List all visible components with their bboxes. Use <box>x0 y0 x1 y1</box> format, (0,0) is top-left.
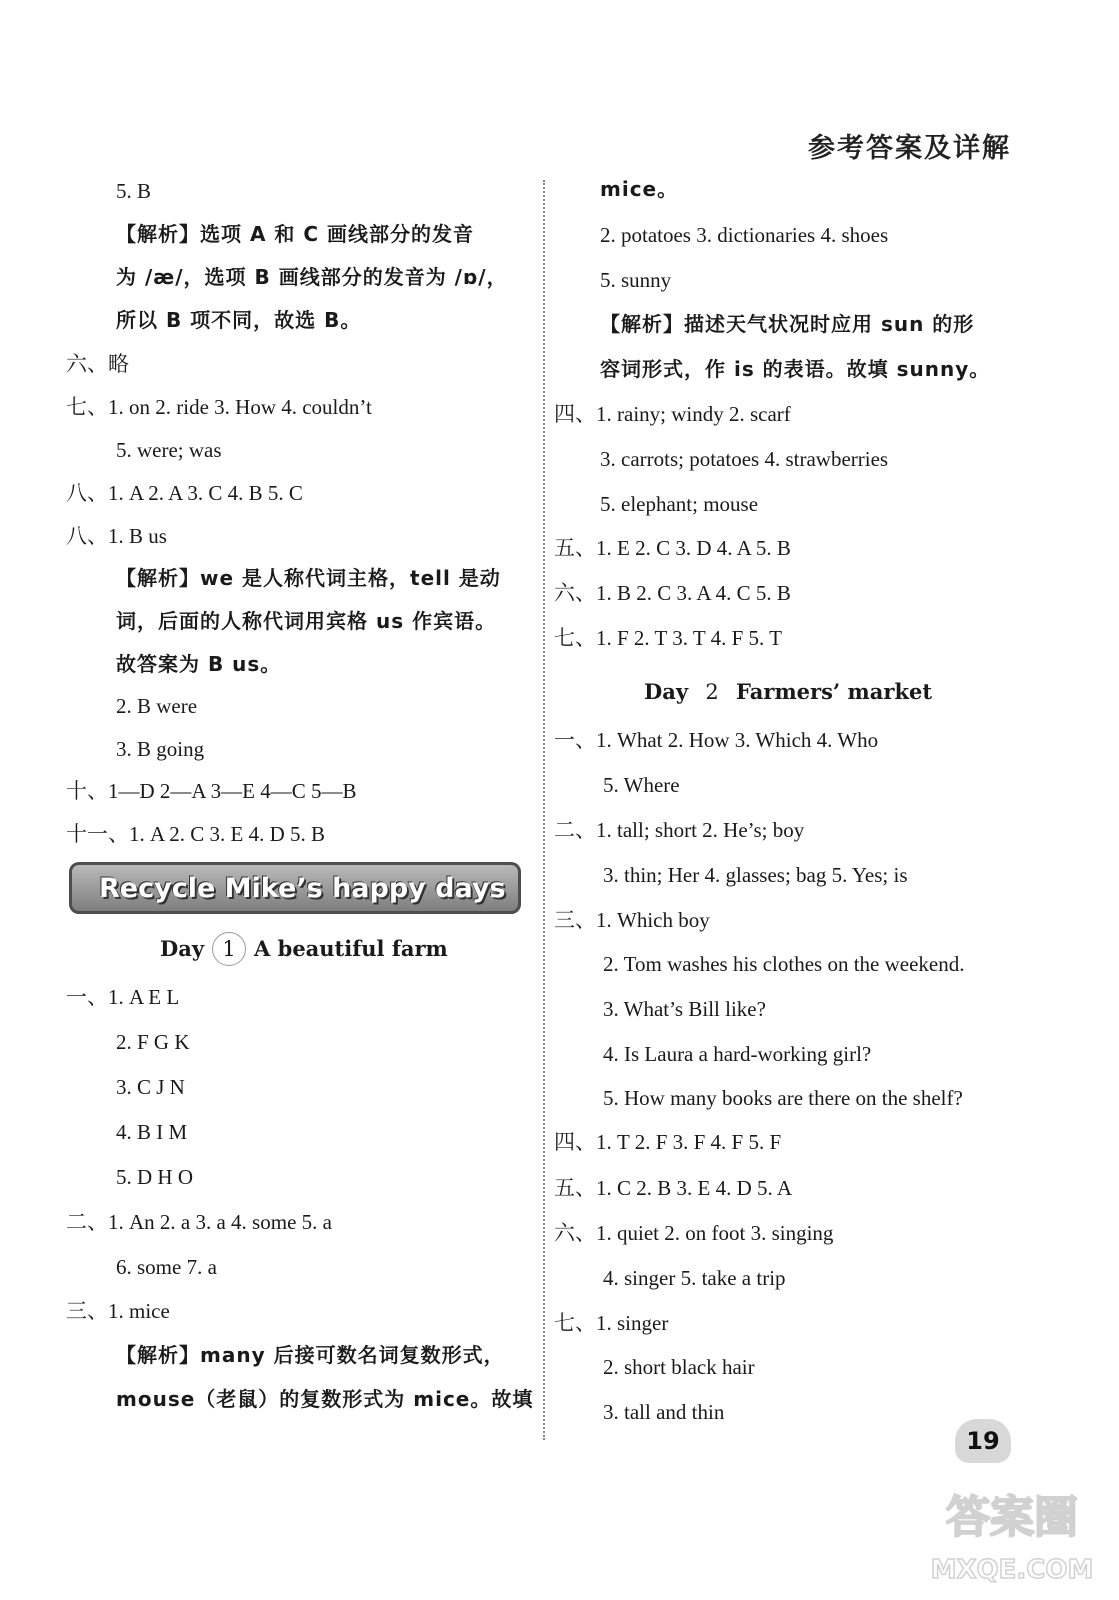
page-number: 19 <box>955 1419 1011 1463</box>
answer-line: 5. B <box>116 179 152 203</box>
answer-line: 4. B I M <box>116 1120 188 1144</box>
answer-line: 6. some 7. a <box>116 1255 217 1279</box>
day-number-badge: 2 <box>705 680 719 704</box>
explanation-line: mice。 <box>600 177 679 201</box>
answer-line: 六、1. B 2. C 3. A 4. C 5. B <box>554 581 791 605</box>
answer-line: 2. B were <box>116 694 198 718</box>
answer-line: 一、1. What 2. How 3. Which 4. Who <box>554 728 879 752</box>
answer-line: 一、1. A E L <box>66 985 180 1009</box>
day-heading <box>160 932 448 966</box>
explanation-line: 容词形式，作 is 的表语。故填 sunny。 <box>600 357 991 381</box>
answer-line: 5. sunny <box>600 268 672 292</box>
explanation-line: 词，后面的人称代词用宾格 us 作宾语。 <box>116 609 497 633</box>
answer-line: 十、1—D 2—A 3—E 4—C 5—B <box>66 779 357 803</box>
column-divider <box>543 180 545 1440</box>
day-title: A beautiful farm <box>254 936 448 961</box>
answer-line: 六、1. quiet 2. on foot 3. singing <box>554 1221 834 1245</box>
day-label: Day <box>160 936 205 961</box>
answer-line: 五、1. C 2. B 3. E 4. D 5. A <box>554 1176 793 1200</box>
header-title: 参考答案及详解 <box>808 133 1011 164</box>
unit-banner <box>69 862 521 914</box>
answer-line: 七、1. F 2. T 3. T 4. F 5. T <box>554 626 782 650</box>
answer-line: 十一、1. A 2. C 3. E 4. D 5. B <box>66 822 326 846</box>
answer-line: 2. F G K <box>116 1030 190 1054</box>
answer-line: 二、1. An 2. a 3. a 4. some 5. a <box>66 1210 332 1234</box>
answer-line: 三、1. Which boy <box>554 908 710 932</box>
answer-line: 3. B going <box>116 737 205 761</box>
answer-line: 三、1. mice <box>66 1299 170 1323</box>
answer-line: 5. D H O <box>116 1165 193 1189</box>
answer-line: 2. Tom washes his clothes on the weekend. <box>603 952 965 976</box>
answer-line: 2. short black hair <box>603 1355 755 1379</box>
watermark-text: 答案圈 <box>946 1492 1078 1543</box>
day-title: Farmers’ market <box>736 679 933 704</box>
answer-line: 5. Where <box>603 773 680 797</box>
watermark-logo <box>922 1470 1102 1590</box>
answer-line: 五、1. E 2. C 3. D 4. A 5. B <box>554 536 791 560</box>
answer-line: 5. were; was <box>116 438 222 462</box>
explanation-line: 为 /æ/，选项 B 画线部分的发音为 /ɒ/， <box>116 265 508 289</box>
day-heading <box>644 676 932 708</box>
answer-line: 六、略 <box>66 352 129 376</box>
explanation-line: 【解析】many 后接可数名词复数形式， <box>116 1343 505 1367</box>
watermark-url: MXQE.COM <box>930 1555 1094 1585</box>
answer-line: 八、1. A 2. A 3. C 4. B 5. C <box>66 481 303 505</box>
answer-line: 3. What’s Bill like? <box>603 997 766 1021</box>
explanation-line: mouse（老鼠）的复数形式为 mice。故填 <box>116 1387 534 1411</box>
answer-line: 4. singer 5. take a trip <box>603 1266 786 1290</box>
answer-line: 5. elephant; mouse <box>600 492 759 516</box>
answer-line: 八、1. B us <box>66 524 167 548</box>
explanation-line: 故答案为 B us。 <box>116 652 282 676</box>
answer-line: 七、1. singer <box>554 1311 669 1335</box>
answer-line: 2. potatoes 3. dictionaries 4. shoes <box>600 223 889 247</box>
day-number-badge: 1 <box>212 932 246 966</box>
answer-line: 3. thin; Her 4. glasses; bag 5. Yes; is <box>603 863 908 887</box>
explanation-line: 【解析】we 是人称代词主格，tell 是动 <box>116 566 501 590</box>
answer-line: 3. carrots; potatoes 4. strawberries <box>600 447 889 471</box>
answer-line: 3. C J N <box>116 1075 185 1099</box>
answer-line: 四、1. T 2. F 3. F 4. F 5. F <box>554 1130 782 1154</box>
unit-banner-title: Recycle Mike’s happy days <box>99 872 506 904</box>
explanation-line: 所以 B 项不同，故选 B。 <box>116 308 362 332</box>
answer-line: 4. Is Laura a hard-working girl? <box>603 1042 872 1066</box>
explanation-line: 【解析】选项 A 和 C 画线部分的发音 <box>116 222 475 246</box>
answer-line: 3. tall and thin <box>603 1400 725 1424</box>
answer-line: 二、1. tall; short 2. He’s; boy <box>554 818 805 842</box>
answer-line: 5. How many books are there on the shelf? <box>603 1086 963 1110</box>
day-label: Day <box>644 679 689 704</box>
answer-line: 四、1. rainy; windy 2. scarf <box>554 402 791 426</box>
explanation-line: 【解析】描述天气状况时应用 sun 的形 <box>600 312 975 336</box>
answer-line: 七、1. on 2. ride 3. How 4. couldn’t <box>66 395 372 419</box>
